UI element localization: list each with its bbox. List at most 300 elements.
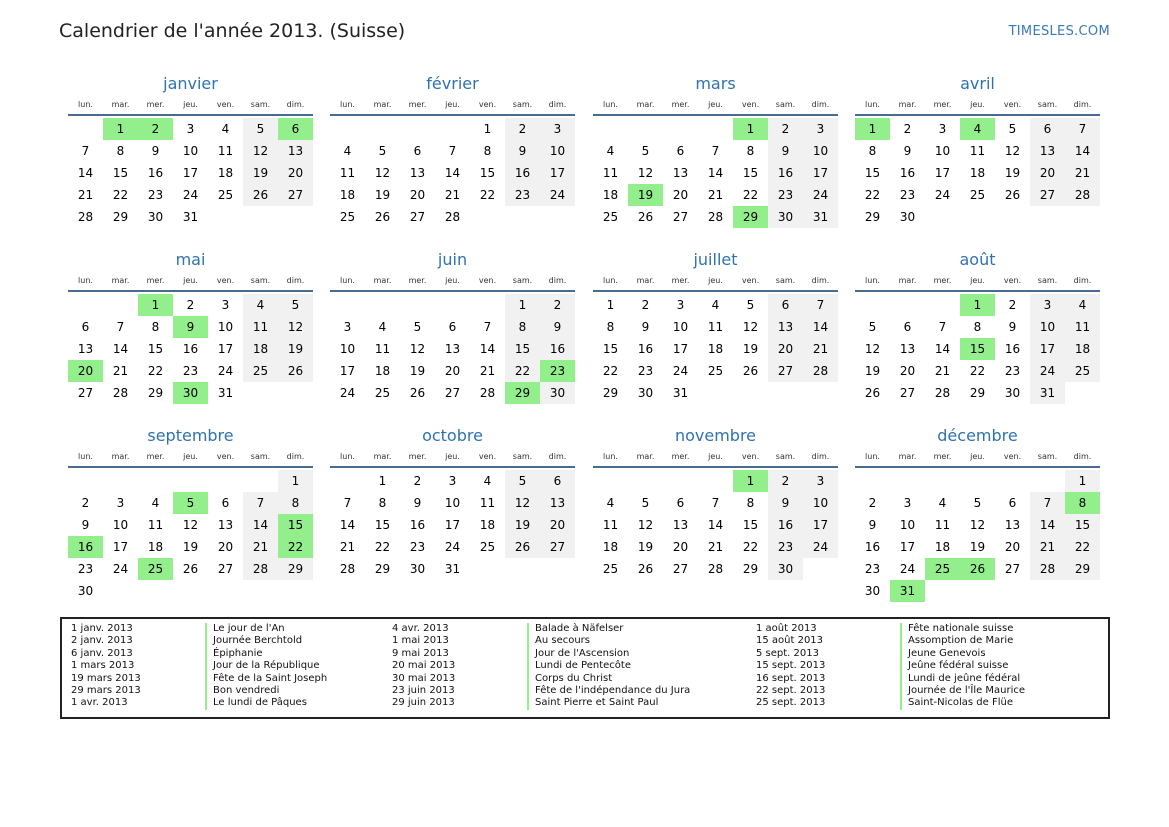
holiday-name: Fête nationale suisse (908, 623, 1014, 634)
holiday-name: Balade à Näfelser (535, 623, 624, 634)
day-cell: 20 (1030, 162, 1065, 184)
weekday-label: mer. (933, 100, 952, 109)
weekday-label: sam. (512, 452, 533, 461)
holiday-date: 29 juin 2013 (392, 697, 455, 709)
day-cell: 18 (243, 338, 278, 360)
day-cell: 13 (217, 518, 234, 532)
day-grid (330, 294, 575, 404)
month-3 (855, 72, 1100, 228)
day-cell: 1 (606, 298, 615, 312)
month-5 (330, 248, 575, 404)
day-cell: 17 (899, 540, 916, 554)
weekday-label: lun. (78, 276, 93, 285)
day-cell: 19 (505, 514, 540, 536)
day-cell: 3 (803, 470, 838, 492)
day-cell: 26 (374, 210, 391, 224)
weekday-label: mar. (373, 452, 392, 461)
day-cell: 16 (1004, 342, 1021, 356)
day-cell: 6 (676, 144, 685, 158)
weekday-label: jeu. (708, 100, 723, 109)
holiday-date-column (392, 623, 455, 710)
day-cell: 23 (864, 562, 881, 576)
holiday-day-cell: 22 (278, 536, 313, 558)
day-cell: 24 (803, 184, 838, 206)
day-cell: 3 (1030, 294, 1065, 316)
day-cell: 27 (278, 184, 313, 206)
day-cell: 25 (969, 188, 986, 202)
day-grid (855, 118, 1100, 228)
weekday-label: ven. (1003, 100, 1022, 109)
day-cell: 15 (602, 342, 619, 356)
day-cell: 25 (707, 364, 724, 378)
day-cell: 27 (1004, 562, 1021, 576)
weekday-label: mer. (671, 452, 690, 461)
day-cell: 29 (742, 562, 759, 576)
weekday-label: sam. (250, 100, 271, 109)
weekday-label: jeu. (708, 276, 723, 285)
day-cell: 25 (374, 386, 391, 400)
day-cell: 6 (1030, 118, 1065, 140)
day-cell: 28 (444, 210, 461, 224)
day-cell: 26 (182, 562, 199, 576)
day-cell: 13 (768, 316, 803, 338)
day-cell: 17 (934, 166, 951, 180)
day-cell: 21 (803, 338, 838, 360)
day-cell: 19 (409, 364, 426, 378)
holiday-legend (60, 617, 1110, 719)
holiday-date: 22 sept. 2013 (756, 684, 826, 696)
weekday-label: ven. (478, 100, 497, 109)
day-cell: 22 (479, 188, 496, 202)
day-cell: 19 (374, 188, 391, 202)
day-cell: 28 (707, 210, 724, 224)
day-cell: 30 (1004, 386, 1021, 400)
weekday-label: jeu. (708, 452, 723, 461)
month-4 (68, 248, 313, 404)
day-cell: 17 (672, 342, 689, 356)
day-cell: 2 (768, 118, 803, 140)
day-cell: 8 (746, 144, 755, 158)
weekday-header (593, 96, 838, 114)
day-cell: 27 (217, 562, 234, 576)
weekday-label: mer. (408, 100, 427, 109)
empty-cell (103, 470, 138, 492)
day-cell: 13 (1004, 518, 1021, 532)
holiday-date: 29 mars 2013 (71, 684, 141, 696)
day-cell: 25 (243, 360, 278, 382)
day-cell: 14 (1065, 140, 1100, 162)
weekday-label: jeu. (970, 276, 985, 285)
weekday-label: dim. (811, 100, 830, 109)
header-rule (855, 114, 1100, 116)
weekday-label: lun. (865, 452, 880, 461)
day-cell: 4 (711, 298, 720, 312)
day-cell: 30 (540, 382, 575, 404)
day-cell: 22 (742, 540, 759, 554)
weekday-label: mar. (636, 100, 655, 109)
day-cell: 9 (1008, 320, 1017, 334)
day-cell: 27 (899, 386, 916, 400)
day-cell: 21 (707, 188, 724, 202)
day-cell: 20 (768, 338, 803, 360)
day-cell: 3 (448, 474, 457, 488)
month-6 (593, 248, 838, 404)
empty-cell (593, 118, 628, 140)
day-cell: 13 (1030, 140, 1065, 162)
weekday-label: sam. (1037, 276, 1058, 285)
day-cell: 1 (278, 470, 313, 492)
weekday-label: lun. (603, 276, 618, 285)
month-title: février (426, 74, 479, 93)
day-cell: 15 (374, 518, 391, 532)
day-cell: 12 (505, 492, 540, 514)
day-cell: 12 (243, 140, 278, 162)
day-cell: 24 (112, 562, 129, 576)
weekday-label: mar. (636, 276, 655, 285)
holiday-date: 2 janv. 2013 (71, 635, 133, 647)
weekday-label: jeu. (970, 100, 985, 109)
holiday-day-cell: 29 (733, 206, 768, 228)
day-cell: 24 (182, 188, 199, 202)
day-cell: 2 (81, 496, 90, 510)
day-cell: 20 (409, 188, 426, 202)
day-cell: 26 (243, 184, 278, 206)
weekday-label: ven. (478, 452, 497, 461)
day-cell: 21 (707, 540, 724, 554)
day-cell: 22 (1065, 536, 1100, 558)
day-cell: 30 (147, 210, 164, 224)
day-cell: 30 (768, 206, 803, 228)
day-cell: 12 (969, 518, 986, 532)
day-cell: 10 (672, 320, 689, 334)
day-cell: 20 (444, 364, 461, 378)
day-cell: 14 (444, 166, 461, 180)
day-cell: 18 (602, 540, 619, 554)
day-grid (68, 470, 313, 602)
weekday-label: mer. (146, 100, 165, 109)
holiday-day-cell: 1 (103, 118, 138, 140)
holiday-name: Épiphanie (213, 647, 263, 659)
day-cell: 28 (479, 386, 496, 400)
day-cell: 14 (243, 514, 278, 536)
day-cell: 22 (742, 188, 759, 202)
day-cell: 21 (1065, 162, 1100, 184)
day-cell: 23 (505, 184, 540, 206)
empty-cell (365, 118, 400, 140)
weekday-label: sam. (250, 452, 271, 461)
day-cell: 11 (374, 342, 391, 356)
day-cell: 26 (409, 386, 426, 400)
holiday-date: 23 juin 2013 (392, 684, 455, 696)
day-cell: 7 (116, 320, 125, 334)
day-cell: 13 (77, 342, 94, 356)
day-cell: 16 (864, 540, 881, 554)
day-cell: 6 (903, 320, 912, 334)
page-title: Calendrier de l'année 2013. (Suisse) (59, 20, 406, 42)
day-cell: 26 (278, 360, 313, 382)
day-cell: 23 (899, 188, 916, 202)
day-cell: 13 (409, 166, 426, 180)
day-cell: 26 (864, 386, 881, 400)
day-cell: 3 (540, 118, 575, 140)
day-cell: 16 (147, 166, 164, 180)
day-cell: 11 (707, 320, 724, 334)
day-cell: 23 (409, 540, 426, 554)
day-cell: 21 (112, 364, 129, 378)
day-cell: 31 (182, 210, 199, 224)
day-cell: 18 (969, 166, 986, 180)
empty-cell (68, 470, 103, 492)
day-cell: 8 (483, 144, 492, 158)
month-title: octobre (422, 426, 483, 445)
day-cell: 31 (444, 562, 461, 576)
weekday-label: dim. (286, 100, 305, 109)
day-grid (68, 294, 313, 404)
day-cell: 5 (868, 320, 877, 334)
empty-cell (890, 470, 925, 492)
day-cell: 19 (969, 540, 986, 554)
empty-cell (925, 294, 960, 316)
day-cell: 20 (672, 188, 689, 202)
holiday-day-cell: 2 (138, 118, 173, 140)
holiday-date: 6 janv. 2013 (71, 647, 133, 659)
day-cell: 24 (540, 184, 575, 206)
day-cell: 13 (672, 166, 689, 180)
day-cell: 16 (540, 338, 575, 360)
weekday-label: sam. (1037, 100, 1058, 109)
day-cell: 9 (768, 140, 803, 162)
day-cell: 9 (505, 140, 540, 162)
day-grid (330, 118, 575, 228)
month-title: août (959, 250, 996, 269)
weekday-label: sam. (512, 100, 533, 109)
day-cell: 18 (147, 540, 164, 554)
holiday-name: Le lundi de Pâques (213, 697, 307, 709)
empty-cell (593, 470, 628, 492)
day-cell: 26 (1004, 188, 1021, 202)
weekday-label: dim. (286, 276, 305, 285)
day-cell: 4 (606, 496, 615, 510)
day-cell: 21 (77, 188, 94, 202)
holiday-name: Saint Pierre et Saint Paul (535, 697, 659, 709)
weekday-label: dim. (286, 452, 305, 461)
day-cell: 30 (409, 562, 426, 576)
empty-cell (330, 118, 365, 140)
day-cell: 13 (278, 140, 313, 162)
day-cell: 2 (505, 118, 540, 140)
empty-cell (663, 470, 698, 492)
empty-cell (628, 118, 663, 140)
empty-cell (960, 470, 995, 492)
day-cell: 21 (243, 536, 278, 558)
weekday-label: mar. (898, 276, 917, 285)
day-cell: 20 (217, 540, 234, 554)
day-cell: 17 (339, 364, 356, 378)
weekday-label: sam. (512, 276, 533, 285)
day-grid (593, 294, 838, 404)
empty-cell (435, 294, 470, 316)
day-cell: 4 (1065, 294, 1100, 316)
day-cell: 18 (1065, 338, 1100, 360)
day-cell: 1 (378, 474, 387, 488)
holiday-day-cell: 8 (1065, 492, 1100, 514)
holiday-day-cell: 16 (68, 536, 103, 558)
day-cell: 17 (540, 162, 575, 184)
month-title: avril (960, 74, 995, 93)
day-cell: 24 (803, 536, 838, 558)
empty-cell (470, 294, 505, 316)
day-cell: 11 (339, 166, 356, 180)
weekday-header (68, 272, 313, 290)
weekday-label: lun. (340, 100, 355, 109)
day-cell: 8 (973, 320, 982, 334)
day-cell: 4 (606, 144, 615, 158)
weekday-header (330, 272, 575, 290)
day-cell: 10 (182, 144, 199, 158)
day-cell: 3 (803, 118, 838, 140)
day-cell: 10 (217, 320, 234, 334)
day-cell: 28 (243, 558, 278, 580)
day-cell: 11 (1065, 316, 1100, 338)
day-cell: 1 (505, 294, 540, 316)
empty-cell (1030, 470, 1065, 492)
holiday-day-cell: 1 (138, 294, 173, 316)
holiday-day-cell: 15 (960, 338, 995, 360)
day-cell: 1 (483, 122, 492, 136)
weekday-label: dim. (1073, 452, 1092, 461)
day-cell: 27 (672, 562, 689, 576)
day-cell: 5 (378, 144, 387, 158)
empty-cell (435, 118, 470, 140)
holiday-day-cell: 19 (628, 184, 663, 206)
day-cell: 16 (768, 162, 803, 184)
holiday-name: Journée de l'Île Maurice (908, 684, 1026, 696)
weekday-label: dim. (1073, 276, 1092, 285)
day-cell: 25 (602, 562, 619, 576)
day-cell: 25 (339, 210, 356, 224)
weekday-header (330, 448, 575, 466)
weekday-label: ven. (741, 100, 760, 109)
day-cell: 11 (602, 166, 619, 180)
weekday-label: lun. (78, 100, 93, 109)
holiday-day-cell: 1 (960, 294, 995, 316)
day-cell: 19 (278, 338, 313, 360)
day-cell: 27 (77, 386, 94, 400)
day-cell: 29 (969, 386, 986, 400)
day-cell: 19 (243, 162, 278, 184)
day-cell: 14 (934, 342, 951, 356)
day-cell: 18 (374, 364, 391, 378)
day-cell: 29 (374, 562, 391, 576)
day-cell: 15 (742, 166, 759, 180)
weekday-header (593, 272, 838, 290)
holiday-day-cell: 5 (173, 492, 208, 514)
header-rule (330, 466, 575, 468)
day-cell: 18 (479, 518, 496, 532)
day-cell: 28 (77, 210, 94, 224)
holiday-name: Bon vendredi (213, 684, 280, 696)
holiday-date: 1 août 2013 (756, 623, 817, 634)
day-cell: 15 (742, 518, 759, 532)
day-cell: 27 (409, 210, 426, 224)
day-cell: 7 (483, 320, 492, 334)
holiday-date: 1 avr. 2013 (71, 697, 128, 709)
day-cell: 23 (77, 562, 94, 576)
day-cell: 18 (602, 188, 619, 202)
day-cell: 20 (899, 364, 916, 378)
day-cell: 20 (278, 162, 313, 184)
day-grid (330, 470, 575, 580)
day-cell: 5 (973, 496, 982, 510)
weekday-label: sam. (775, 276, 796, 285)
holiday-date: 5 sept. 2013 (756, 647, 819, 659)
day-cell: 24 (339, 386, 356, 400)
holiday-name: Journée Berchtold (213, 635, 303, 647)
day-cell: 14 (1030, 514, 1065, 536)
day-cell: 3 (938, 122, 947, 136)
day-cell: 9 (413, 496, 422, 510)
day-cell: 7 (1065, 118, 1100, 140)
weekday-label: lun. (603, 452, 618, 461)
weekday-header (68, 96, 313, 114)
day-cell: 12 (278, 316, 313, 338)
month-10 (593, 424, 838, 580)
day-cell: 3 (903, 496, 912, 510)
weekday-label: mar. (373, 276, 392, 285)
weekday-label: jeu. (445, 276, 460, 285)
day-cell: 23 (768, 536, 803, 558)
day-cell: 6 (81, 320, 90, 334)
holiday-day-cell: 30 (173, 382, 208, 404)
weekday-label: lun. (865, 100, 880, 109)
header-rule (68, 114, 313, 116)
weekday-label: ven. (741, 452, 760, 461)
day-cell: 16 (899, 166, 916, 180)
day-cell: 24 (672, 364, 689, 378)
day-cell: 26 (637, 210, 654, 224)
day-cell: 2 (903, 122, 912, 136)
day-cell: 2 (641, 298, 650, 312)
day-cell: 9 (540, 316, 575, 338)
day-cell: 30 (864, 584, 881, 598)
empty-cell (890, 294, 925, 316)
day-grid (68, 118, 313, 228)
weekday-label: lun. (78, 452, 93, 461)
holiday-name-column (205, 623, 327, 710)
day-grid (593, 470, 838, 580)
weekday-label: sam. (1037, 452, 1058, 461)
empty-cell (400, 118, 435, 140)
holiday-date: 4 avr. 2013 (392, 623, 449, 634)
month-title: novembre (674, 426, 757, 445)
weekday-label: jeu. (445, 100, 460, 109)
day-cell: 2 (868, 496, 877, 510)
day-cell: 7 (81, 144, 90, 158)
day-cell: 17 (112, 540, 129, 554)
weekday-label: sam. (775, 100, 796, 109)
day-cell: 26 (637, 562, 654, 576)
day-cell: 14 (77, 166, 94, 180)
weekday-label: mar. (898, 452, 917, 461)
day-cell: 15 (505, 338, 540, 360)
brand-link[interactable]: TIMESLES.COM (1008, 24, 1110, 39)
weekday-label: dim. (811, 452, 830, 461)
day-cell: 24 (444, 540, 461, 554)
day-cell: 31 (803, 206, 838, 228)
empty-cell (138, 470, 173, 492)
day-cell: 18 (339, 188, 356, 202)
day-cell: 3 (676, 298, 685, 312)
